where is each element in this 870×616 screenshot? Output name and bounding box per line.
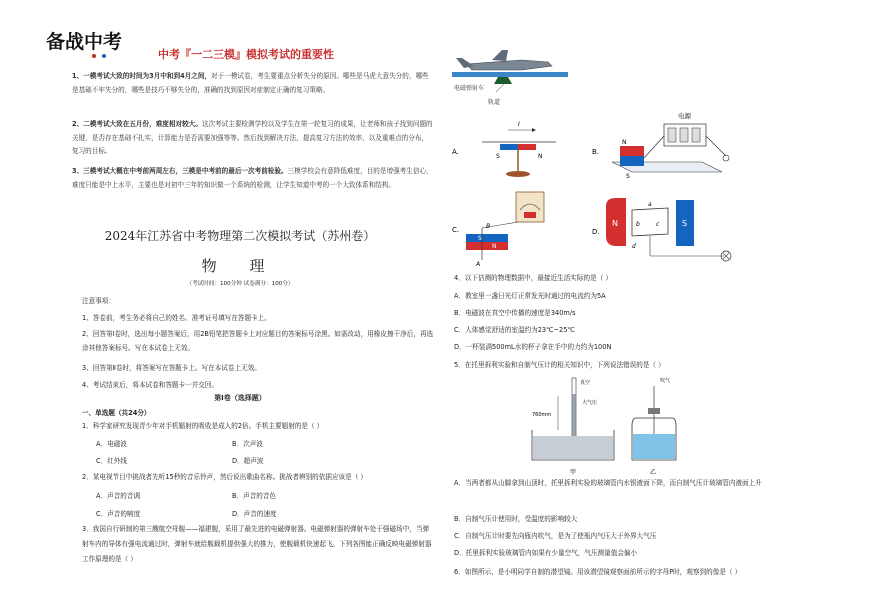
logo-text: 备战中考 [46, 31, 123, 53]
figure-d-label: D. [592, 228, 600, 236]
q1-option-b: B．次声波 [232, 440, 263, 448]
q2-option-d: D．声音的速度 [232, 510, 277, 518]
promo-paragraph-2 [72, 118, 434, 159]
fig-d-c: c [656, 221, 660, 228]
note-4: 4、考试结束后，将本试卷和答题卡一并交回。 [82, 381, 219, 389]
promo-p3-text: 三模学校会有意降低难度，目的是增强考生信心，难度只能是中上水平，主要也是对初中三年的知识做一个系统的检测，让学生知道中考的一个大致体系和结构。 [72, 167, 433, 189]
q2-option-a: A．声音的音调 [96, 492, 141, 500]
promo-paragraph-1 [72, 70, 434, 97]
q5-option-d: D．托里拆利实验玻璃管内如果有少量空气，气压测量值会偏小 [454, 549, 638, 557]
note-2: 2、回答第Ⅰ卷时，选出每小题答案后，用2B铅笔把答题卡上对应题目的答案标号涂黑。如需改动，用橡皮擦干净后，再选涂其他答案标号。写在本试卷上无效。 [82, 330, 434, 352]
exam-subject: 物 理 [201, 257, 279, 275]
blow-label: 吹气 [660, 378, 671, 384]
note-3: 3、回答第Ⅱ卷时，将答案写在答题卡上。写在本试卷上无效。 [82, 364, 261, 372]
figure-option-a [452, 112, 572, 182]
question-4: 4．以下估测的物理数据中，最接近生活实际的是（ ） [454, 274, 612, 282]
q5-option-a: A．当两者都从山脚拿到山顶时，托里拆利实验的玻璃管内水银液面下降，而自制气压计玻璃管内液面上升 [454, 479, 762, 487]
fig-c-B: B [486, 223, 491, 230]
fig-b-n: N [622, 139, 627, 146]
current-label: I [518, 121, 520, 128]
promo-p3-lead: 3、三模考试大概在中考前两周左右，三模是中考前的最后一次考前检验。 [72, 167, 288, 175]
figure-option-b [592, 106, 742, 186]
fig-c-n: N [492, 243, 497, 250]
figure-option-c [452, 188, 572, 272]
figure-c-label: C. [452, 226, 460, 234]
fig-b-s: S [626, 173, 630, 180]
fig-jia: 甲 [570, 469, 577, 476]
q5-option-b: B．自制气压计使用时，受温度的影响较大 [454, 515, 578, 523]
q2-option-c: C．声音的响度 [96, 510, 141, 518]
q2-option-b: B．声音的音色 [232, 492, 277, 500]
q1-option-a: A．电磁波 [96, 440, 127, 448]
q4-option-b: B．电磁波在真空中传播的速度是340m/s [454, 309, 576, 317]
promo-p1-lead: 1、一模考试大致的时间为3月中和到4月之间， [72, 72, 212, 80]
mm-label: 760mm [532, 412, 552, 418]
q1-option-d: D．超声波 [232, 457, 264, 465]
catapult-label: 电磁弹射车 [454, 85, 485, 92]
fig-yi: 乙 [650, 469, 657, 476]
q4-option-d: D．一杯装满500mL水的杯子拿在手中的力约为100N [454, 343, 612, 351]
promo-title: 中考『一二三模』模拟考试的重要性 [158, 48, 334, 61]
question-3: 3．我国自行研制的第三艘航空母舰——福建舰，采用了最先进的电磁弹射器。电磁弹射器的弹射车处于强磁场中，当弹射车内的导体有强电流通过时，弹射车就给舰载机提供强大的推力，使舰载机快速起飞。下列各图能正确反映电磁弹射器工作原理的是（ ） [82, 525, 432, 563]
fig-d-s: S [682, 219, 688, 228]
fig-d-b: b [636, 221, 640, 228]
fig-a-n: N [538, 153, 543, 160]
promo-paragraph-3 [72, 165, 434, 192]
vacuum-label: 真空 [580, 380, 591, 386]
q4-option-a: A．教室里一盏日光灯正常发光时通过的电流约为5A [454, 292, 606, 300]
question-2: 2．某电视节目中挑战者先听15秒的音乐铃声，然后说出歌曲名称。挑战者辨别的依据应该是（ ） [82, 473, 368, 481]
figure-option-d [592, 186, 742, 270]
promo-p2-lead: 2、二模考试大致在五月份，难度相对较大。 [72, 120, 202, 128]
q5-option-c: C．自制气压计时要先向瓶内吹气，是为了使瓶内气压大于外界大气压 [454, 532, 657, 540]
figure-a-label: A. [452, 148, 459, 156]
figure-b-label: B. [592, 148, 600, 156]
note-1: 1、答卷前，考生务必将自己的姓名、准考证号填写在答题卡上。 [82, 314, 271, 322]
exam-title: 2024年江苏省中考物理第二次模拟考试（苏州卷） [104, 229, 376, 243]
atm-label-1: 大气压 [582, 400, 598, 406]
track-label: 轨道 [488, 99, 501, 106]
promo-p2-text: 这次考试主要检测学校以及学生在第一轮复习的成果，让老师和孩子找到问题的关键，是否存在基础不扎实，计算能力是否需要加强等等。然后找到解决方法，提高复习方法的效率，以及重难点的分布，复习的目标。 [72, 120, 433, 156]
power-label: 电源 [678, 112, 691, 120]
brand-logo [44, 22, 134, 62]
fig-d-a: a [648, 201, 652, 208]
fig-a-s: S [496, 153, 500, 160]
part-1-heading: 第Ⅰ卷（选择题） [214, 394, 266, 402]
exam-info: （考试时间：100分钟 试卷满分：100分） [186, 281, 294, 287]
barometer-figure [528, 374, 728, 478]
fig-c-s: S [478, 235, 482, 242]
question-5: 5．在托里拆利实验和自制气压计的相关知识中，下列说法错误的是（ ） [454, 361, 665, 369]
section-1-heading: 一、单选题（共24分） [82, 409, 151, 417]
notes-heading: 注意事项： [82, 297, 115, 305]
question-6: 6．如图所示，是小明同学自制的潜望镜。用该潜望镜观察面前所示的字母P时，观察到的像是（ ） [454, 568, 742, 576]
question-1: 1．科学家研究发现青少年对手机辐射的吸收是成人的2倍。手机主要辐射的是（ ） [82, 422, 324, 430]
catapult-figure [452, 44, 572, 106]
q4-option-c: C．人体感觉舒适的室温约为23℃~25℃ [454, 326, 575, 334]
fig-d-d: d [632, 243, 636, 250]
promo-p1-text: 对于一模试卷，考生要重点分析失分的原因。哪些是马虎大意失分的，哪些是基础不牢失分的，哪些是技巧不够失分的，准确的找到原因对症制定正确的复习策略。 [72, 72, 429, 94]
q1-option-c: C．红外线 [96, 457, 127, 465]
fig-c-A: A [476, 261, 481, 268]
fig-d-n: N [612, 219, 618, 228]
